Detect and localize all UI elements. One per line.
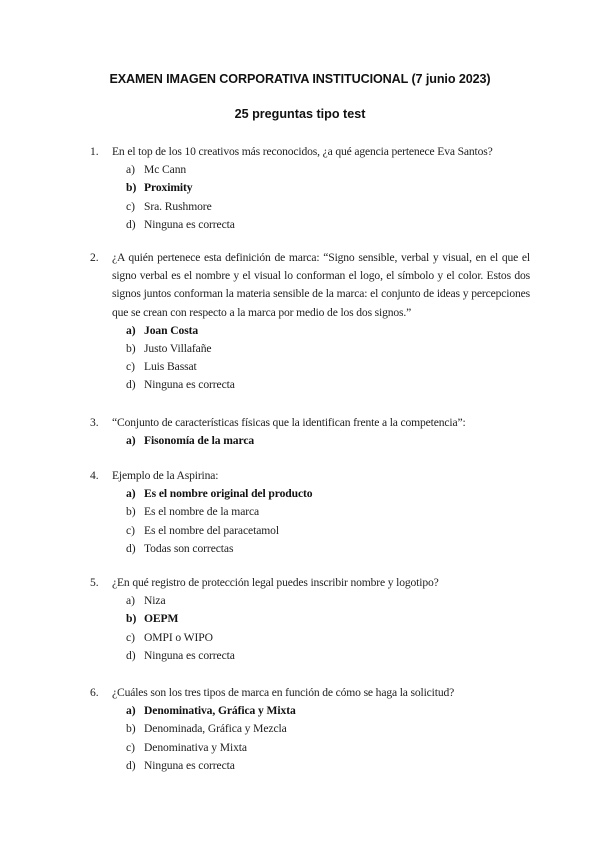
option-text: Es el nombre del paracetamol — [144, 523, 279, 537]
question-text: ¿A quién pertenece esta definición de marca: “Signo sensible, verbal y visual, en el que el signo verbal es el nombre y el visual lo conforman el logo, el símbolo y el color. Estos dos signos juntos conforman la materia sensible de la marca: el conjunto de ideas y percepciones que se crean con respecto a la marca por medio de los dos signos.” — [112, 251, 530, 319]
option-text: Sra. Rushmore — [144, 199, 212, 213]
option-list — [90, 485, 530, 558]
option-text: Joan Costa — [144, 323, 199, 337]
option-letter: b) — [126, 181, 137, 195]
option-d — [90, 216, 530, 234]
question-1 — [90, 143, 530, 234]
question-4 — [90, 467, 530, 558]
option-letter: d) — [126, 378, 136, 392]
option-letter: b) — [126, 722, 136, 736]
option-letter: b) — [126, 342, 136, 356]
option-letter: a) — [126, 434, 136, 448]
option-letter: c) — [126, 523, 136, 537]
option-text: OMPI o WIPO — [144, 630, 213, 644]
option-text: Denominada, Gráfica y Mezcla — [144, 722, 287, 736]
option-letter: d) — [126, 648, 136, 662]
option-d — [90, 757, 530, 775]
option-b-correct — [90, 179, 530, 197]
option-text: Ninguna es correcta — [144, 217, 235, 231]
option-b — [90, 340, 530, 358]
option-letter: d) — [126, 541, 136, 555]
option-text: OEPM — [144, 612, 179, 626]
option-letter: a) — [126, 487, 136, 501]
option-d — [90, 647, 530, 665]
option-letter: c) — [126, 630, 136, 644]
option-letter: a) — [126, 704, 136, 718]
option-text: Niza — [144, 594, 166, 608]
question-text: Ejemplo de la Aspirina: — [112, 469, 219, 482]
option-text: Todas son correctas — [144, 541, 234, 555]
option-text: Proximity — [144, 181, 193, 195]
option-letter: c) — [126, 740, 136, 754]
question-text: ¿Cuáles son los tres tipos de marca en función de cómo se haga la solicitud? — [112, 686, 455, 699]
option-letter: d) — [126, 758, 136, 772]
option-a-correct — [90, 485, 530, 503]
option-a-correct — [90, 322, 530, 340]
question-number: 6. — [90, 686, 99, 699]
question-6 — [90, 684, 530, 775]
option-c — [90, 358, 530, 376]
option-a — [90, 592, 530, 610]
exam-title: EXAMEN IMAGEN CORPORATIVA INSTITUCIONAL (7 junio 2023) — [109, 72, 491, 86]
option-letter: c) — [126, 199, 136, 213]
question-5 — [90, 574, 530, 665]
option-letter: b) — [126, 505, 136, 519]
option-letter: a) — [126, 594, 136, 608]
option-b — [90, 503, 530, 521]
option-text: Luis Bassat — [144, 360, 197, 374]
question-text: ¿En qué registro de protección legal puedes inscribir nombre y logotipo? — [112, 576, 439, 589]
option-text: Fisonomía de la marca — [144, 434, 255, 448]
question-3 — [90, 414, 530, 450]
option-a — [90, 161, 530, 179]
question-number: 5. — [90, 576, 99, 589]
option-c — [90, 629, 530, 647]
option-text: Ninguna es correcta — [144, 758, 235, 772]
option-c — [90, 739, 530, 757]
option-list — [90, 702, 530, 775]
question-text: En el top de los 10 creativos más reconocidos, ¿a qué agencia pertenece Eva Santos? — [112, 145, 493, 158]
option-b — [90, 720, 530, 738]
option-letter: d) — [126, 217, 136, 231]
option-b-correct — [90, 610, 530, 628]
option-text: Mc Cann — [144, 163, 187, 177]
question-number: 3. — [90, 416, 99, 429]
exam-subtitle: 25 preguntas tipo test — [234, 107, 366, 121]
option-c — [90, 198, 530, 216]
option-letter: c) — [126, 360, 136, 374]
option-text: Es el nombre original del producto — [144, 487, 313, 501]
option-text: Ninguna es correcta — [144, 648, 235, 662]
option-a-correct — [90, 702, 530, 720]
option-a-correct — [90, 432, 530, 450]
question-number: 4. — [90, 469, 99, 482]
option-list — [90, 322, 530, 395]
option-list — [90, 592, 530, 665]
option-text: Denominativa y Mixta — [144, 740, 247, 754]
option-c — [90, 522, 530, 540]
option-text: Es el nombre de la marca — [144, 505, 260, 519]
option-letter: a) — [126, 163, 136, 177]
option-text: Denominativa, Gráfica y Mixta — [144, 704, 296, 718]
question-number: 1. — [90, 145, 99, 158]
option-list — [90, 432, 530, 450]
option-text: Ninguna es correcta — [144, 378, 235, 392]
option-letter: a) — [126, 323, 136, 337]
option-text: Justo Villafañe — [144, 342, 212, 356]
question-2 — [90, 249, 530, 395]
option-letter: b) — [126, 612, 137, 626]
question-text: “Conjunto de características físicas que la identifican frente a la competencia”: — [112, 416, 466, 429]
question-number: 2. — [90, 251, 99, 264]
option-list — [90, 161, 530, 234]
option-d — [90, 376, 530, 394]
option-d — [90, 540, 530, 558]
